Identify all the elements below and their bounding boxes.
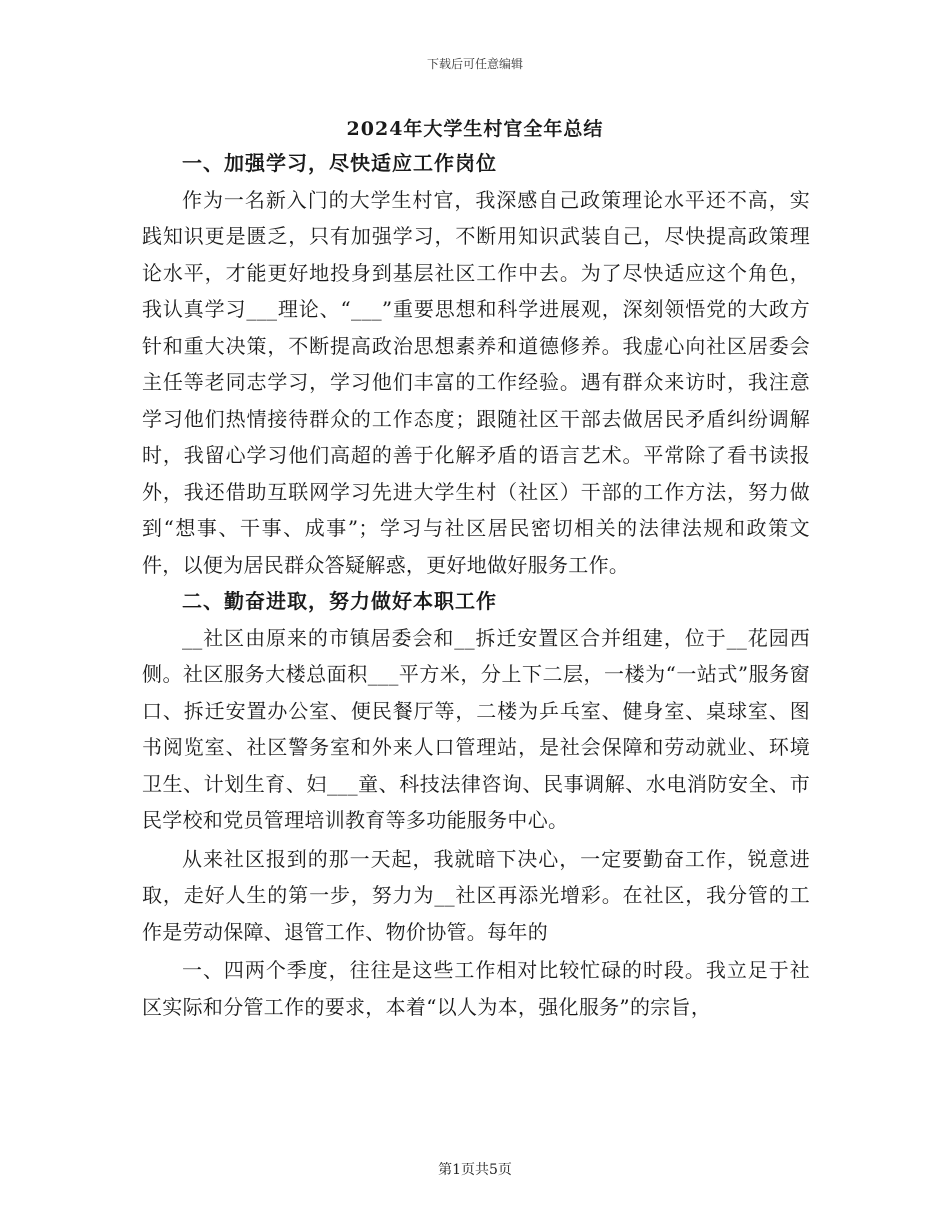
document-body [142,145,810,1025]
section-2-paragraph-2: 从来社区报到的那一天起，我就暗下决心，一定要勤奋工作，锐意进取，走好人生的第一步，努力为__社区再添光增彩。在社区，我分管的工作是劳动保障、退管工作、物价协管。每年的 [142,846,810,944]
section-1-paragraph-1: 作为一名新入门的大学生村官，我深感自己政策理论水平还不高，实践知识更是匮乏，只有加强学习，不断用知识武装自己，尽快提高政策理论水平，才能更好地投身到基层社区工作中去。为了尽快适应这个角色，我认真学习___理论、“___”重要思想和科学进展观，深刻领悟党的大政方针和重大决策，不断提高政治思想素养和道德修养。我虚心向社区居委会主任等老同志学习，学习他们丰富的工作经验。遇有群众来访时，我注意学习他们热情接待群众的工作态度；跟随社区干部去做居民矛盾纠纷调解时，我留心学习他们高超的善于化解矛盾的语言艺术。平常除了看书读报外，我还借助互联网学习先进大学生村（社区）干部的工作方法，努力做到“想事、干事、成事”；学习与社区居民密切相关的法律法规和政策文件，以便为居民群众答疑解惑，更好地做好服务工作。 [142,187,810,577]
section-heading-1: 一、加强学习，尽快适应工作岗位 [182,151,497,175]
section-2-paragraph-3: 一、四两个季度，往往是这些工作相对比较忙碌的时段。我立足于社区实际和分管工作的要求，本着“以人为本，强化服务”的宗旨， [142,958,810,1019]
document-title: 2024年大学生村官全年总结 [346,118,604,140]
header-note: 下载后可任意编辑 [426,57,523,71]
page-footer: 第1页共5页 [438,1162,512,1178]
section-heading-2: 二、勤奋进取，努力做好本职工作 [182,589,497,613]
section-2-paragraph-1: __社区由原来的市镇居委会和__拆迁安置区合并组建，位于__花园西侧。社区服务大楼总面积___平方米，分上下二层，一楼为“一站式”服务窗口、拆迁安置办公室、便民餐厅等，二楼为乒乓室、健身室、桌球室、图书阅览室、社区警务室和外来人口管理站，是社会保障和劳动就业、环境卫生、计划生育、妇___童、科技法律咨询、民事调解、水电消防安全、市民学校和党员管理培训教育等多功能服务中心。 [142,625,810,832]
